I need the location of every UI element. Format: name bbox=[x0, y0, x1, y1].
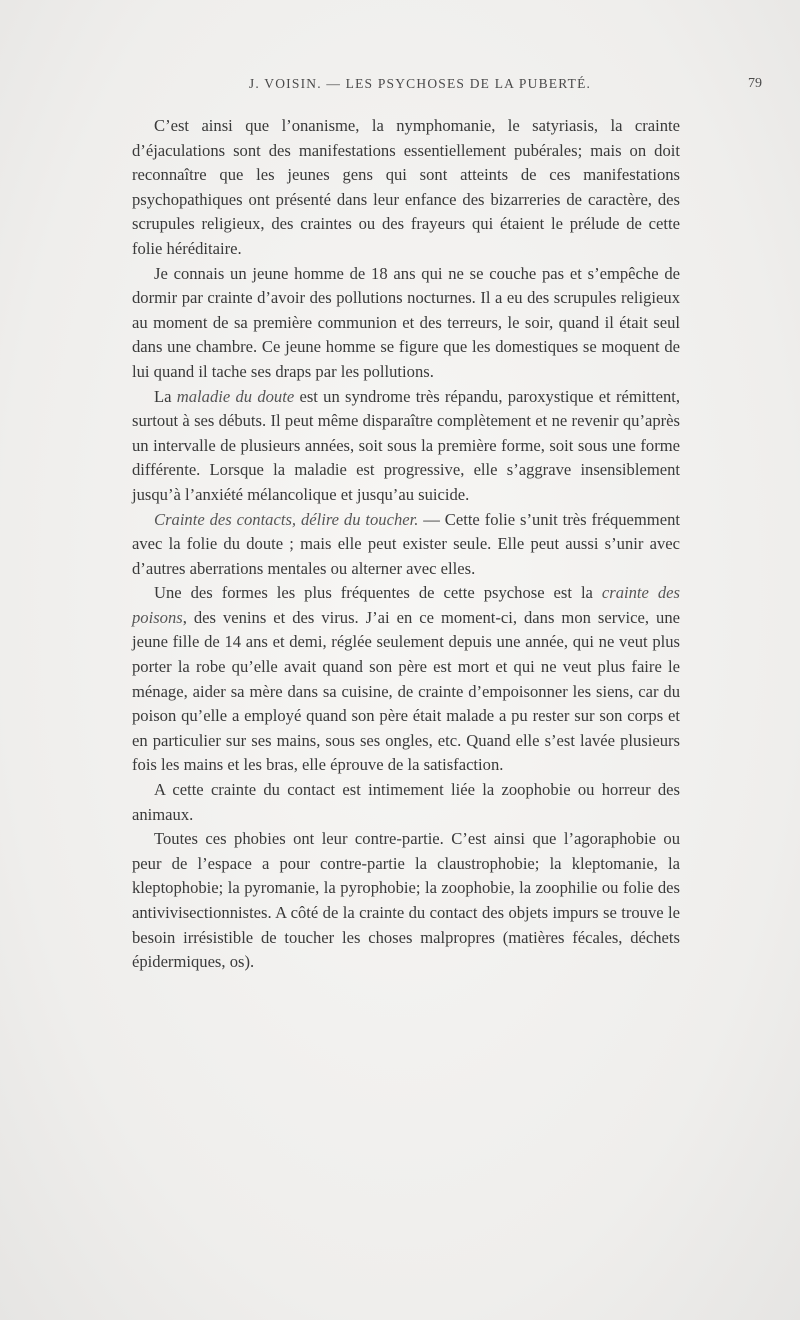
paragraph-crainte-des-poisons: Une des formes les plus fréquentes de cette psychose est la crainte des poisons, des venins et des virus. J’ai en ce moment-ci, dans mon service, une jeune fille de 14 ans et demi, réglée seulement depuis une année, qui ne veut plus porter la robe qu’elle avait quand son père est mort et qui ne veut plus faire le ménage, aider sa mère dans sa cuisine, de crainte d’empoisonner les siens, car du poison qu’elle a employé quand son père était malade a pu rester sur son corps et en particulier sur ses mains, sous ses ongles, etc. Quand elle s’est lavée plusieurs fois les mains et les bras, elle éprouve de la satisfaction. bbox=[132, 583, 680, 775]
italic-term: maladie du doute bbox=[176, 386, 295, 406]
italic-term: crainte des poisons bbox=[132, 583, 680, 627]
paragraph-onanisme: C’est ainsi que l’onanisme, la nymphomanie, le satyriasis, la crainte d’éjaculations sont des manifestations essentiellement pubérales; mais on doit reconnaître que les jeunes gens qui sont atteints de ces manifestations psychopathiques ont présenté dans leur enfance des bizarreries de caractère, des scrupules religieux, des craintes ou des frayeurs qui étaient le prélude de cette folie héréditaire. bbox=[132, 116, 680, 258]
paragraph-zoophobie: A cette crainte du contact est intimement liée la zoophobie ou horreur des animaux. bbox=[132, 780, 680, 824]
running-head: J. VOISIN. — LES PSYCHOSES DE LA PUBERTÉ. bbox=[248, 76, 592, 91]
paragraph-crainte-des-contacts: Crainte des contacts, délire du toucher. — Cette folie s’unit très fréquemment avec la folie du doute ; mais elle peut exister seule. Elle peut aussi s’unir avec d’autres aberrations mentales ou alterner avec elles. bbox=[132, 509, 680, 578]
body-text bbox=[132, 114, 680, 975]
page-number: 79 bbox=[748, 76, 762, 91]
italic-heading: Crainte des contacts, délire du toucher. bbox=[154, 509, 419, 529]
paragraph-maladie-du-doute: La maladie du doute est un syndrome très répandu, paroxystique et rémittent, surtout à ses débuts. Il peut même disparaître complètement et ne revenir qu’après un intervalle de plusieurs années, soit sous la première forme, soit sous une forme différente. Lorsque la maladie est progressive, elle s’aggrave insensiblement jusqu’à l’anxiété mélancolique et jusqu’au suicide. bbox=[132, 386, 681, 504]
paragraph-jeune-homme: Je connais un jeune homme de 18 ans qui ne se couche pas et s’empêche de dormir par crainte d’avoir des pollutions nocturnes. Il a eu des scrupules religieux au moment de sa première communion et des terreurs, le soir, quand il était seul dans une chambre. Ce jeune homme se figure que les domestiques se moquent de lui quand il tache ses draps par les pollutions. bbox=[132, 263, 680, 381]
paragraph-contre-partie: Toutes ces phobies ont leur contre-partie. C’est ainsi que l’agoraphobie ou peur de l’espace a pour contre-partie la claustrophobie; la kleptomanie, la kleptophobie; la pyromanie, la pyrophobie; la zoophobie, la zoophilie ou folie des antivivisectionnistes. A côté de la crainte du contact des objets impurs se trouve le besoin irrésistible de toucher les choses malpropres (matières fécales, déchets épidermiques, os). bbox=[132, 829, 680, 972]
